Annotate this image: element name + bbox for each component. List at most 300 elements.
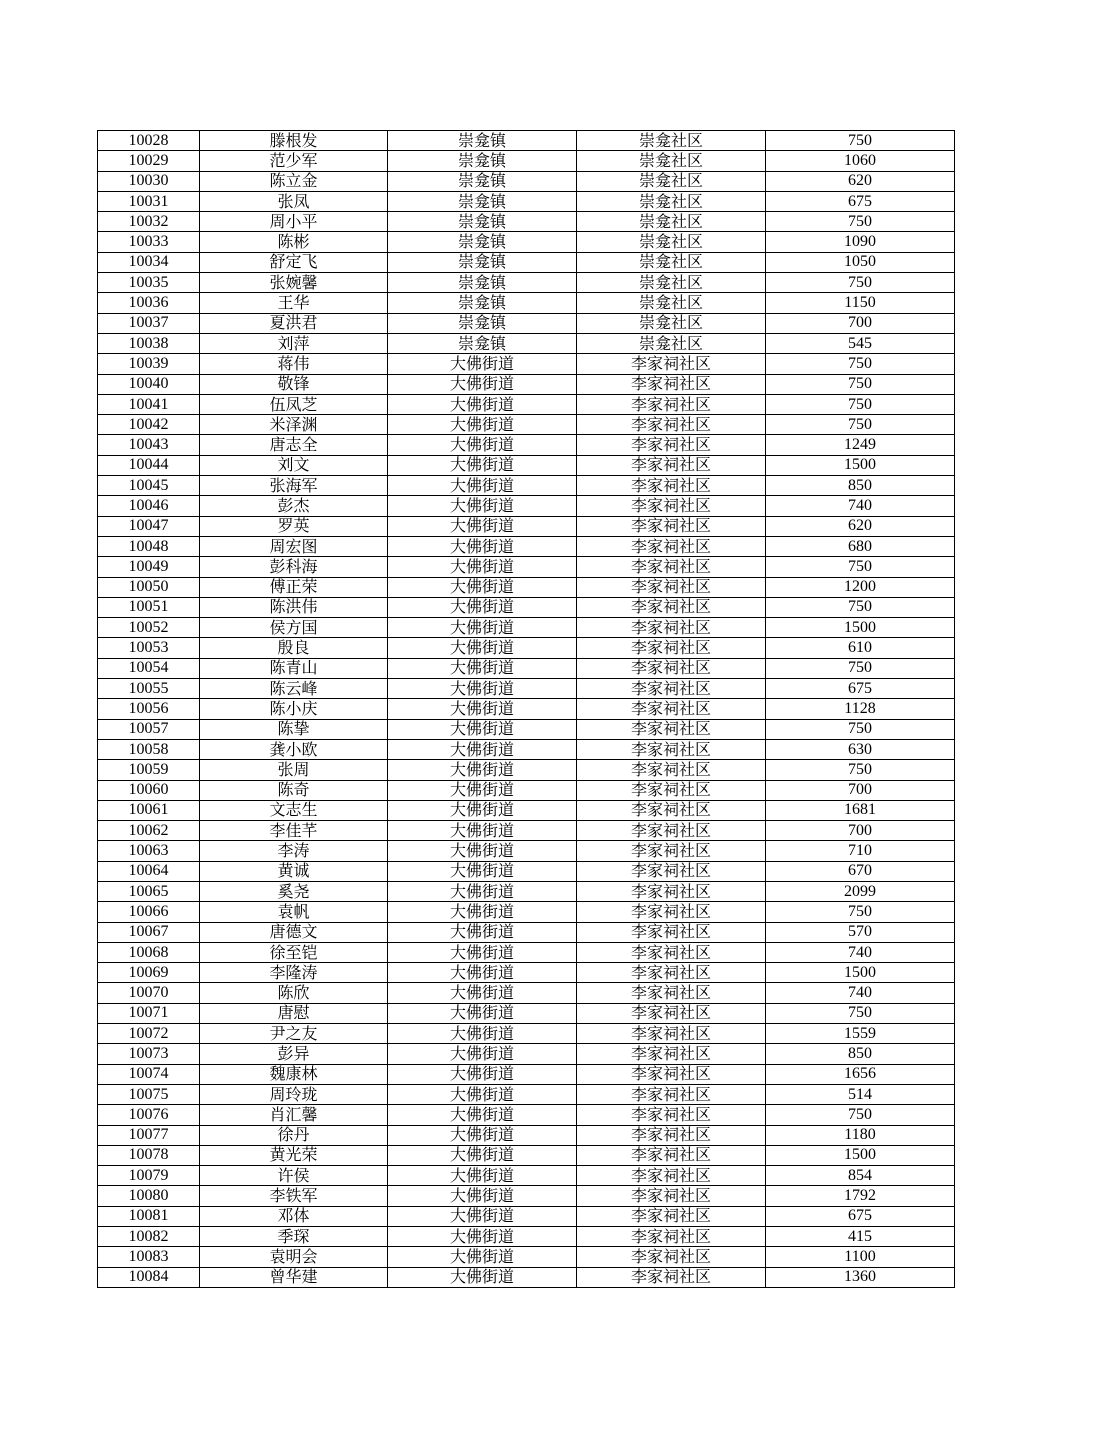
id-cell: 10052 bbox=[98, 618, 200, 638]
amount-cell: 854 bbox=[766, 1166, 955, 1186]
community-cell: 李家祠社区 bbox=[577, 415, 766, 435]
amount-cell: 750 bbox=[766, 658, 955, 678]
community-cell: 李家祠社区 bbox=[577, 536, 766, 556]
town-cell: 大佛街道 bbox=[388, 1166, 577, 1186]
town-cell: 大佛街道 bbox=[388, 821, 577, 841]
amount-cell: 1060 bbox=[766, 151, 955, 171]
community-cell: 李家祠社区 bbox=[577, 435, 766, 455]
town-cell: 大佛街道 bbox=[388, 800, 577, 820]
table-row bbox=[98, 557, 955, 577]
town-cell: 大佛街道 bbox=[388, 516, 577, 536]
community-cell: 崇龛社区 bbox=[577, 171, 766, 191]
community-cell: 崇龛社区 bbox=[577, 131, 766, 151]
id-cell: 10073 bbox=[98, 1044, 200, 1064]
id-cell: 10028 bbox=[98, 131, 200, 151]
town-cell: 大佛街道 bbox=[388, 1267, 577, 1287]
table-row bbox=[98, 902, 955, 922]
community-cell: 李家祠社区 bbox=[577, 719, 766, 739]
name-cell: 尹之友 bbox=[200, 1024, 388, 1044]
amount-cell: 610 bbox=[766, 638, 955, 658]
community-cell: 崇龛社区 bbox=[577, 273, 766, 293]
name-cell: 罗英 bbox=[200, 516, 388, 536]
id-cell: 10082 bbox=[98, 1227, 200, 1247]
town-cell: 大佛街道 bbox=[388, 963, 577, 983]
table-row bbox=[98, 1064, 955, 1084]
town-cell: 大佛街道 bbox=[388, 658, 577, 678]
id-cell: 10031 bbox=[98, 191, 200, 211]
name-cell: 殷良 bbox=[200, 638, 388, 658]
amount-cell: 620 bbox=[766, 516, 955, 536]
id-cell: 10079 bbox=[98, 1166, 200, 1186]
amount-cell: 700 bbox=[766, 313, 955, 333]
table-row bbox=[98, 1166, 955, 1186]
town-cell: 崇龛镇 bbox=[388, 333, 577, 353]
amount-cell: 750 bbox=[766, 760, 955, 780]
town-cell: 崇龛镇 bbox=[388, 293, 577, 313]
town-cell: 大佛街道 bbox=[388, 861, 577, 881]
town-cell: 大佛街道 bbox=[388, 922, 577, 942]
id-cell: 10043 bbox=[98, 435, 200, 455]
amount-cell: 514 bbox=[766, 1084, 955, 1104]
name-cell: 唐慰 bbox=[200, 1003, 388, 1023]
table-row bbox=[98, 638, 955, 658]
amount-cell: 545 bbox=[766, 333, 955, 353]
name-cell: 伍凤芝 bbox=[200, 394, 388, 414]
name-cell: 李佳芊 bbox=[200, 821, 388, 841]
table-row bbox=[98, 597, 955, 617]
amount-cell: 700 bbox=[766, 821, 955, 841]
town-cell: 大佛街道 bbox=[388, 638, 577, 658]
name-cell: 蒋伟 bbox=[200, 354, 388, 374]
community-cell: 李家祠社区 bbox=[577, 963, 766, 983]
table-row bbox=[98, 800, 955, 820]
table-row bbox=[98, 1145, 955, 1165]
table-row bbox=[98, 942, 955, 962]
id-cell: 10036 bbox=[98, 293, 200, 313]
table-row bbox=[98, 151, 955, 171]
table-row bbox=[98, 739, 955, 759]
community-cell: 李家祠社区 bbox=[577, 1145, 766, 1165]
id-cell: 10061 bbox=[98, 800, 200, 820]
amount-cell: 1500 bbox=[766, 618, 955, 638]
id-cell: 10059 bbox=[98, 760, 200, 780]
community-cell: 李家祠社区 bbox=[577, 1064, 766, 1084]
table-row bbox=[98, 760, 955, 780]
town-cell: 大佛街道 bbox=[388, 455, 577, 475]
id-cell: 10069 bbox=[98, 963, 200, 983]
amount-cell: 750 bbox=[766, 1105, 955, 1125]
id-cell: 10060 bbox=[98, 780, 200, 800]
table-row bbox=[98, 577, 955, 597]
community-cell: 李家祠社区 bbox=[577, 496, 766, 516]
amount-cell: 740 bbox=[766, 983, 955, 1003]
id-cell: 10051 bbox=[98, 597, 200, 617]
town-cell: 大佛街道 bbox=[388, 1105, 577, 1125]
name-cell: 袁明会 bbox=[200, 1247, 388, 1267]
table-row bbox=[98, 1206, 955, 1226]
amount-cell: 1792 bbox=[766, 1186, 955, 1206]
community-cell: 李家祠社区 bbox=[577, 1206, 766, 1226]
town-cell: 大佛街道 bbox=[388, 435, 577, 455]
table-row bbox=[98, 780, 955, 800]
id-cell: 10080 bbox=[98, 1186, 200, 1206]
town-cell: 大佛街道 bbox=[388, 1064, 577, 1084]
community-cell: 李家祠社区 bbox=[577, 1247, 766, 1267]
amount-cell: 675 bbox=[766, 679, 955, 699]
id-cell: 10074 bbox=[98, 1064, 200, 1084]
table-row bbox=[98, 394, 955, 414]
amount-cell: 850 bbox=[766, 1044, 955, 1064]
id-cell: 10081 bbox=[98, 1206, 200, 1226]
community-cell: 李家祠社区 bbox=[577, 557, 766, 577]
table-row bbox=[98, 679, 955, 699]
community-cell: 李家祠社区 bbox=[577, 760, 766, 780]
id-cell: 10032 bbox=[98, 212, 200, 232]
table-row bbox=[98, 1227, 955, 1247]
town-cell: 崇龛镇 bbox=[388, 171, 577, 191]
table-row bbox=[98, 293, 955, 313]
table-row bbox=[98, 1003, 955, 1023]
town-cell: 大佛街道 bbox=[388, 841, 577, 861]
town-cell: 大佛街道 bbox=[388, 618, 577, 638]
table-row bbox=[98, 821, 955, 841]
table-row bbox=[98, 354, 955, 374]
name-cell: 唐德文 bbox=[200, 922, 388, 942]
name-cell: 黄诚 bbox=[200, 861, 388, 881]
id-cell: 10029 bbox=[98, 151, 200, 171]
town-cell: 崇龛镇 bbox=[388, 131, 577, 151]
table-row bbox=[98, 333, 955, 353]
community-cell: 李家祠社区 bbox=[577, 902, 766, 922]
amount-cell: 1200 bbox=[766, 577, 955, 597]
name-cell: 张婉馨 bbox=[200, 273, 388, 293]
community-cell: 李家祠社区 bbox=[577, 881, 766, 901]
town-cell: 崇龛镇 bbox=[388, 232, 577, 252]
id-cell: 10067 bbox=[98, 922, 200, 942]
amount-cell: 1681 bbox=[766, 800, 955, 820]
table-row bbox=[98, 861, 955, 881]
community-cell: 李家祠社区 bbox=[577, 516, 766, 536]
community-cell: 崇龛社区 bbox=[577, 232, 766, 252]
amount-cell: 630 bbox=[766, 739, 955, 759]
name-cell: 张海军 bbox=[200, 476, 388, 496]
data-table bbox=[97, 130, 955, 1288]
id-cell: 10072 bbox=[98, 1024, 200, 1044]
town-cell: 大佛街道 bbox=[388, 679, 577, 699]
name-cell: 陈欣 bbox=[200, 983, 388, 1003]
amount-cell: 750 bbox=[766, 273, 955, 293]
id-cell: 10056 bbox=[98, 699, 200, 719]
table-row bbox=[98, 1044, 955, 1064]
id-cell: 10049 bbox=[98, 557, 200, 577]
amount-cell: 1180 bbox=[766, 1125, 955, 1145]
community-cell: 李家祠社区 bbox=[577, 821, 766, 841]
town-cell: 大佛街道 bbox=[388, 577, 577, 597]
table-body bbox=[98, 131, 955, 1288]
town-cell: 大佛街道 bbox=[388, 1227, 577, 1247]
amount-cell: 1360 bbox=[766, 1267, 955, 1287]
id-cell: 10039 bbox=[98, 354, 200, 374]
town-cell: 崇龛镇 bbox=[388, 212, 577, 232]
table-row bbox=[98, 1084, 955, 1104]
name-cell: 张周 bbox=[200, 760, 388, 780]
community-cell: 崇龛社区 bbox=[577, 212, 766, 232]
name-cell: 邓体 bbox=[200, 1206, 388, 1226]
id-cell: 10058 bbox=[98, 739, 200, 759]
name-cell: 陈立金 bbox=[200, 171, 388, 191]
community-cell: 李家祠社区 bbox=[577, 1186, 766, 1206]
community-cell: 李家祠社区 bbox=[577, 1267, 766, 1287]
id-cell: 10065 bbox=[98, 881, 200, 901]
amount-cell: 1249 bbox=[766, 435, 955, 455]
name-cell: 陈挚 bbox=[200, 719, 388, 739]
amount-cell: 750 bbox=[766, 1003, 955, 1023]
name-cell: 王华 bbox=[200, 293, 388, 313]
name-cell: 傅正荣 bbox=[200, 577, 388, 597]
town-cell: 大佛街道 bbox=[388, 1003, 577, 1023]
id-cell: 10076 bbox=[98, 1105, 200, 1125]
name-cell: 黄光荣 bbox=[200, 1145, 388, 1165]
table-row bbox=[98, 232, 955, 252]
community-cell: 李家祠社区 bbox=[577, 699, 766, 719]
community-cell: 李家祠社区 bbox=[577, 1044, 766, 1064]
table-row bbox=[98, 313, 955, 333]
name-cell: 魏康林 bbox=[200, 1064, 388, 1084]
id-cell: 10042 bbox=[98, 415, 200, 435]
community-cell: 崇龛社区 bbox=[577, 333, 766, 353]
amount-cell: 1559 bbox=[766, 1024, 955, 1044]
community-cell: 李家祠社区 bbox=[577, 658, 766, 678]
table-row bbox=[98, 415, 955, 435]
amount-cell: 570 bbox=[766, 922, 955, 942]
table-row bbox=[98, 1105, 955, 1125]
amount-cell: 1090 bbox=[766, 232, 955, 252]
id-cell: 10035 bbox=[98, 273, 200, 293]
town-cell: 大佛街道 bbox=[388, 1084, 577, 1104]
town-cell: 崇龛镇 bbox=[388, 252, 577, 272]
name-cell: 刘文 bbox=[200, 455, 388, 475]
amount-cell: 750 bbox=[766, 354, 955, 374]
town-cell: 大佛街道 bbox=[388, 476, 577, 496]
community-cell: 李家祠社区 bbox=[577, 861, 766, 881]
town-cell: 大佛街道 bbox=[388, 597, 577, 617]
id-cell: 10062 bbox=[98, 821, 200, 841]
name-cell: 徐至铠 bbox=[200, 942, 388, 962]
community-cell: 李家祠社区 bbox=[577, 597, 766, 617]
town-cell: 大佛街道 bbox=[388, 394, 577, 414]
name-cell: 夏洪君 bbox=[200, 313, 388, 333]
table-row bbox=[98, 881, 955, 901]
id-cell: 10050 bbox=[98, 577, 200, 597]
name-cell: 曾华建 bbox=[200, 1267, 388, 1287]
name-cell: 李隆涛 bbox=[200, 963, 388, 983]
table-row bbox=[98, 983, 955, 1003]
table-row bbox=[98, 658, 955, 678]
town-cell: 大佛街道 bbox=[388, 699, 577, 719]
name-cell: 许侯 bbox=[200, 1166, 388, 1186]
table-row bbox=[98, 1267, 955, 1287]
id-cell: 10084 bbox=[98, 1267, 200, 1287]
community-cell: 崇龛社区 bbox=[577, 191, 766, 211]
town-cell: 大佛街道 bbox=[388, 739, 577, 759]
name-cell: 李涛 bbox=[200, 841, 388, 861]
name-cell: 袁帆 bbox=[200, 902, 388, 922]
table-row bbox=[98, 963, 955, 983]
town-cell: 大佛街道 bbox=[388, 881, 577, 901]
amount-cell: 740 bbox=[766, 942, 955, 962]
name-cell: 陈洪伟 bbox=[200, 597, 388, 617]
town-cell: 大佛街道 bbox=[388, 415, 577, 435]
table-row bbox=[98, 496, 955, 516]
town-cell: 崇龛镇 bbox=[388, 151, 577, 171]
table-row bbox=[98, 455, 955, 475]
community-cell: 李家祠社区 bbox=[577, 354, 766, 374]
town-cell: 大佛街道 bbox=[388, 354, 577, 374]
amount-cell: 750 bbox=[766, 597, 955, 617]
amount-cell: 700 bbox=[766, 780, 955, 800]
amount-cell: 670 bbox=[766, 861, 955, 881]
town-cell: 大佛街道 bbox=[388, 1125, 577, 1145]
community-cell: 李家祠社区 bbox=[577, 1024, 766, 1044]
community-cell: 李家祠社区 bbox=[577, 942, 766, 962]
town-cell: 大佛街道 bbox=[388, 496, 577, 516]
town-cell: 大佛街道 bbox=[388, 1145, 577, 1165]
town-cell: 大佛街道 bbox=[388, 1044, 577, 1064]
town-cell: 大佛街道 bbox=[388, 942, 577, 962]
name-cell: 李铁军 bbox=[200, 1186, 388, 1206]
amount-cell: 1656 bbox=[766, 1064, 955, 1084]
community-cell: 李家祠社区 bbox=[577, 1084, 766, 1104]
name-cell: 敬锋 bbox=[200, 374, 388, 394]
name-cell: 范少军 bbox=[200, 151, 388, 171]
table-row bbox=[98, 1247, 955, 1267]
name-cell: 彭异 bbox=[200, 1044, 388, 1064]
amount-cell: 680 bbox=[766, 536, 955, 556]
town-cell: 崇龛镇 bbox=[388, 273, 577, 293]
table-row bbox=[98, 719, 955, 739]
amount-cell: 1150 bbox=[766, 293, 955, 313]
table-row bbox=[98, 516, 955, 536]
name-cell: 米泽渊 bbox=[200, 415, 388, 435]
table-row bbox=[98, 1024, 955, 1044]
table-row bbox=[98, 374, 955, 394]
town-cell: 大佛街道 bbox=[388, 557, 577, 577]
town-cell: 大佛街道 bbox=[388, 1186, 577, 1206]
name-cell: 彭杰 bbox=[200, 496, 388, 516]
town-cell: 大佛街道 bbox=[388, 1247, 577, 1267]
id-cell: 10057 bbox=[98, 719, 200, 739]
community-cell: 李家祠社区 bbox=[577, 1105, 766, 1125]
id-cell: 10033 bbox=[98, 232, 200, 252]
name-cell: 陈青山 bbox=[200, 658, 388, 678]
amount-cell: 750 bbox=[766, 902, 955, 922]
name-cell: 舒定飞 bbox=[200, 252, 388, 272]
name-cell: 季琛 bbox=[200, 1227, 388, 1247]
community-cell: 李家祠社区 bbox=[577, 922, 766, 942]
community-cell: 崇龛社区 bbox=[577, 151, 766, 171]
id-cell: 10055 bbox=[98, 679, 200, 699]
community-cell: 崇龛社区 bbox=[577, 313, 766, 333]
community-cell: 李家祠社区 bbox=[577, 679, 766, 699]
name-cell: 周宏图 bbox=[200, 536, 388, 556]
id-cell: 10066 bbox=[98, 902, 200, 922]
amount-cell: 750 bbox=[766, 212, 955, 232]
name-cell: 彭科海 bbox=[200, 557, 388, 577]
name-cell: 张凤 bbox=[200, 191, 388, 211]
town-cell: 大佛街道 bbox=[388, 1024, 577, 1044]
name-cell: 侯方国 bbox=[200, 618, 388, 638]
amount-cell: 850 bbox=[766, 476, 955, 496]
amount-cell: 750 bbox=[766, 557, 955, 577]
amount-cell: 740 bbox=[766, 496, 955, 516]
id-cell: 10048 bbox=[98, 536, 200, 556]
community-cell: 李家祠社区 bbox=[577, 841, 766, 861]
id-cell: 10038 bbox=[98, 333, 200, 353]
amount-cell: 750 bbox=[766, 131, 955, 151]
table-row bbox=[98, 1125, 955, 1145]
id-cell: 10068 bbox=[98, 942, 200, 962]
amount-cell: 750 bbox=[766, 719, 955, 739]
amount-cell: 710 bbox=[766, 841, 955, 861]
amount-cell: 750 bbox=[766, 374, 955, 394]
table-row bbox=[98, 476, 955, 496]
community-cell: 李家祠社区 bbox=[577, 455, 766, 475]
table-row bbox=[98, 131, 955, 151]
id-cell: 10063 bbox=[98, 841, 200, 861]
table-row bbox=[98, 252, 955, 272]
name-cell: 滕根发 bbox=[200, 131, 388, 151]
id-cell: 10075 bbox=[98, 1084, 200, 1104]
town-cell: 大佛街道 bbox=[388, 536, 577, 556]
name-cell: 徐丹 bbox=[200, 1125, 388, 1145]
table-row bbox=[98, 273, 955, 293]
id-cell: 10037 bbox=[98, 313, 200, 333]
community-cell: 李家祠社区 bbox=[577, 476, 766, 496]
town-cell: 大佛街道 bbox=[388, 1206, 577, 1226]
id-cell: 10054 bbox=[98, 658, 200, 678]
table-row bbox=[98, 191, 955, 211]
amount-cell: 675 bbox=[766, 1206, 955, 1226]
name-cell: 龚小欧 bbox=[200, 739, 388, 759]
id-cell: 10044 bbox=[98, 455, 200, 475]
amount-cell: 750 bbox=[766, 415, 955, 435]
name-cell: 周玲珑 bbox=[200, 1084, 388, 1104]
town-cell: 崇龛镇 bbox=[388, 191, 577, 211]
id-cell: 10064 bbox=[98, 861, 200, 881]
table-row bbox=[98, 922, 955, 942]
community-cell: 李家祠社区 bbox=[577, 577, 766, 597]
id-cell: 10041 bbox=[98, 394, 200, 414]
town-cell: 大佛街道 bbox=[388, 983, 577, 1003]
amount-cell: 1128 bbox=[766, 699, 955, 719]
id-cell: 10053 bbox=[98, 638, 200, 658]
amount-cell: 1500 bbox=[766, 1145, 955, 1165]
amount-cell: 2099 bbox=[766, 881, 955, 901]
id-cell: 10077 bbox=[98, 1125, 200, 1145]
name-cell: 刘萍 bbox=[200, 333, 388, 353]
id-cell: 10030 bbox=[98, 171, 200, 191]
name-cell: 文志生 bbox=[200, 800, 388, 820]
town-cell: 大佛街道 bbox=[388, 780, 577, 800]
id-cell: 10070 bbox=[98, 983, 200, 1003]
community-cell: 李家祠社区 bbox=[577, 394, 766, 414]
name-cell: 陈云峰 bbox=[200, 679, 388, 699]
name-cell: 陈小庆 bbox=[200, 699, 388, 719]
amount-cell: 1500 bbox=[766, 455, 955, 475]
table-row bbox=[98, 699, 955, 719]
table-row bbox=[98, 536, 955, 556]
table-row bbox=[98, 212, 955, 232]
